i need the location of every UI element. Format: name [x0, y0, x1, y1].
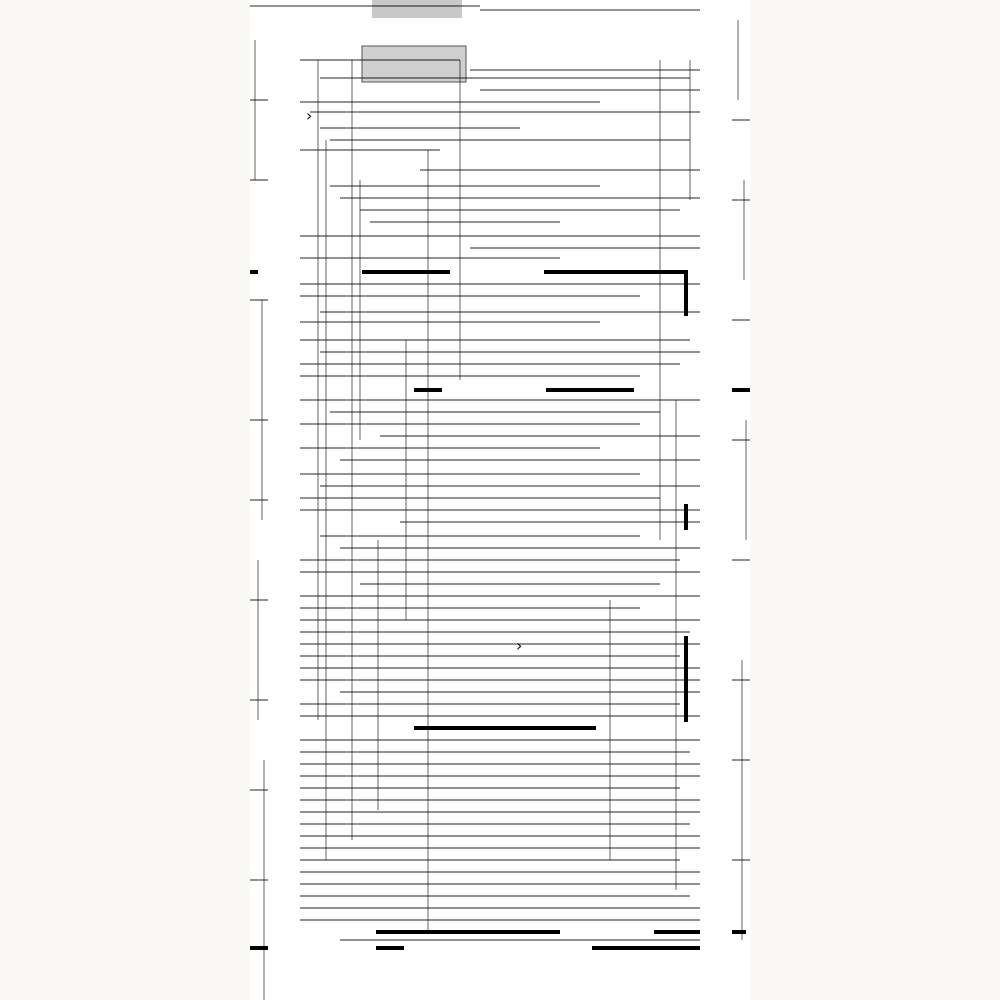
chevron-right-icon-mid: › — [516, 636, 523, 655]
top-band — [250, 18, 750, 48]
top-gray-strip — [372, 0, 462, 18]
top-gray-block — [362, 46, 466, 82]
chevron-right-icon: › — [306, 106, 313, 125]
right-band — [700, 48, 732, 1000]
left-band — [268, 48, 300, 1000]
